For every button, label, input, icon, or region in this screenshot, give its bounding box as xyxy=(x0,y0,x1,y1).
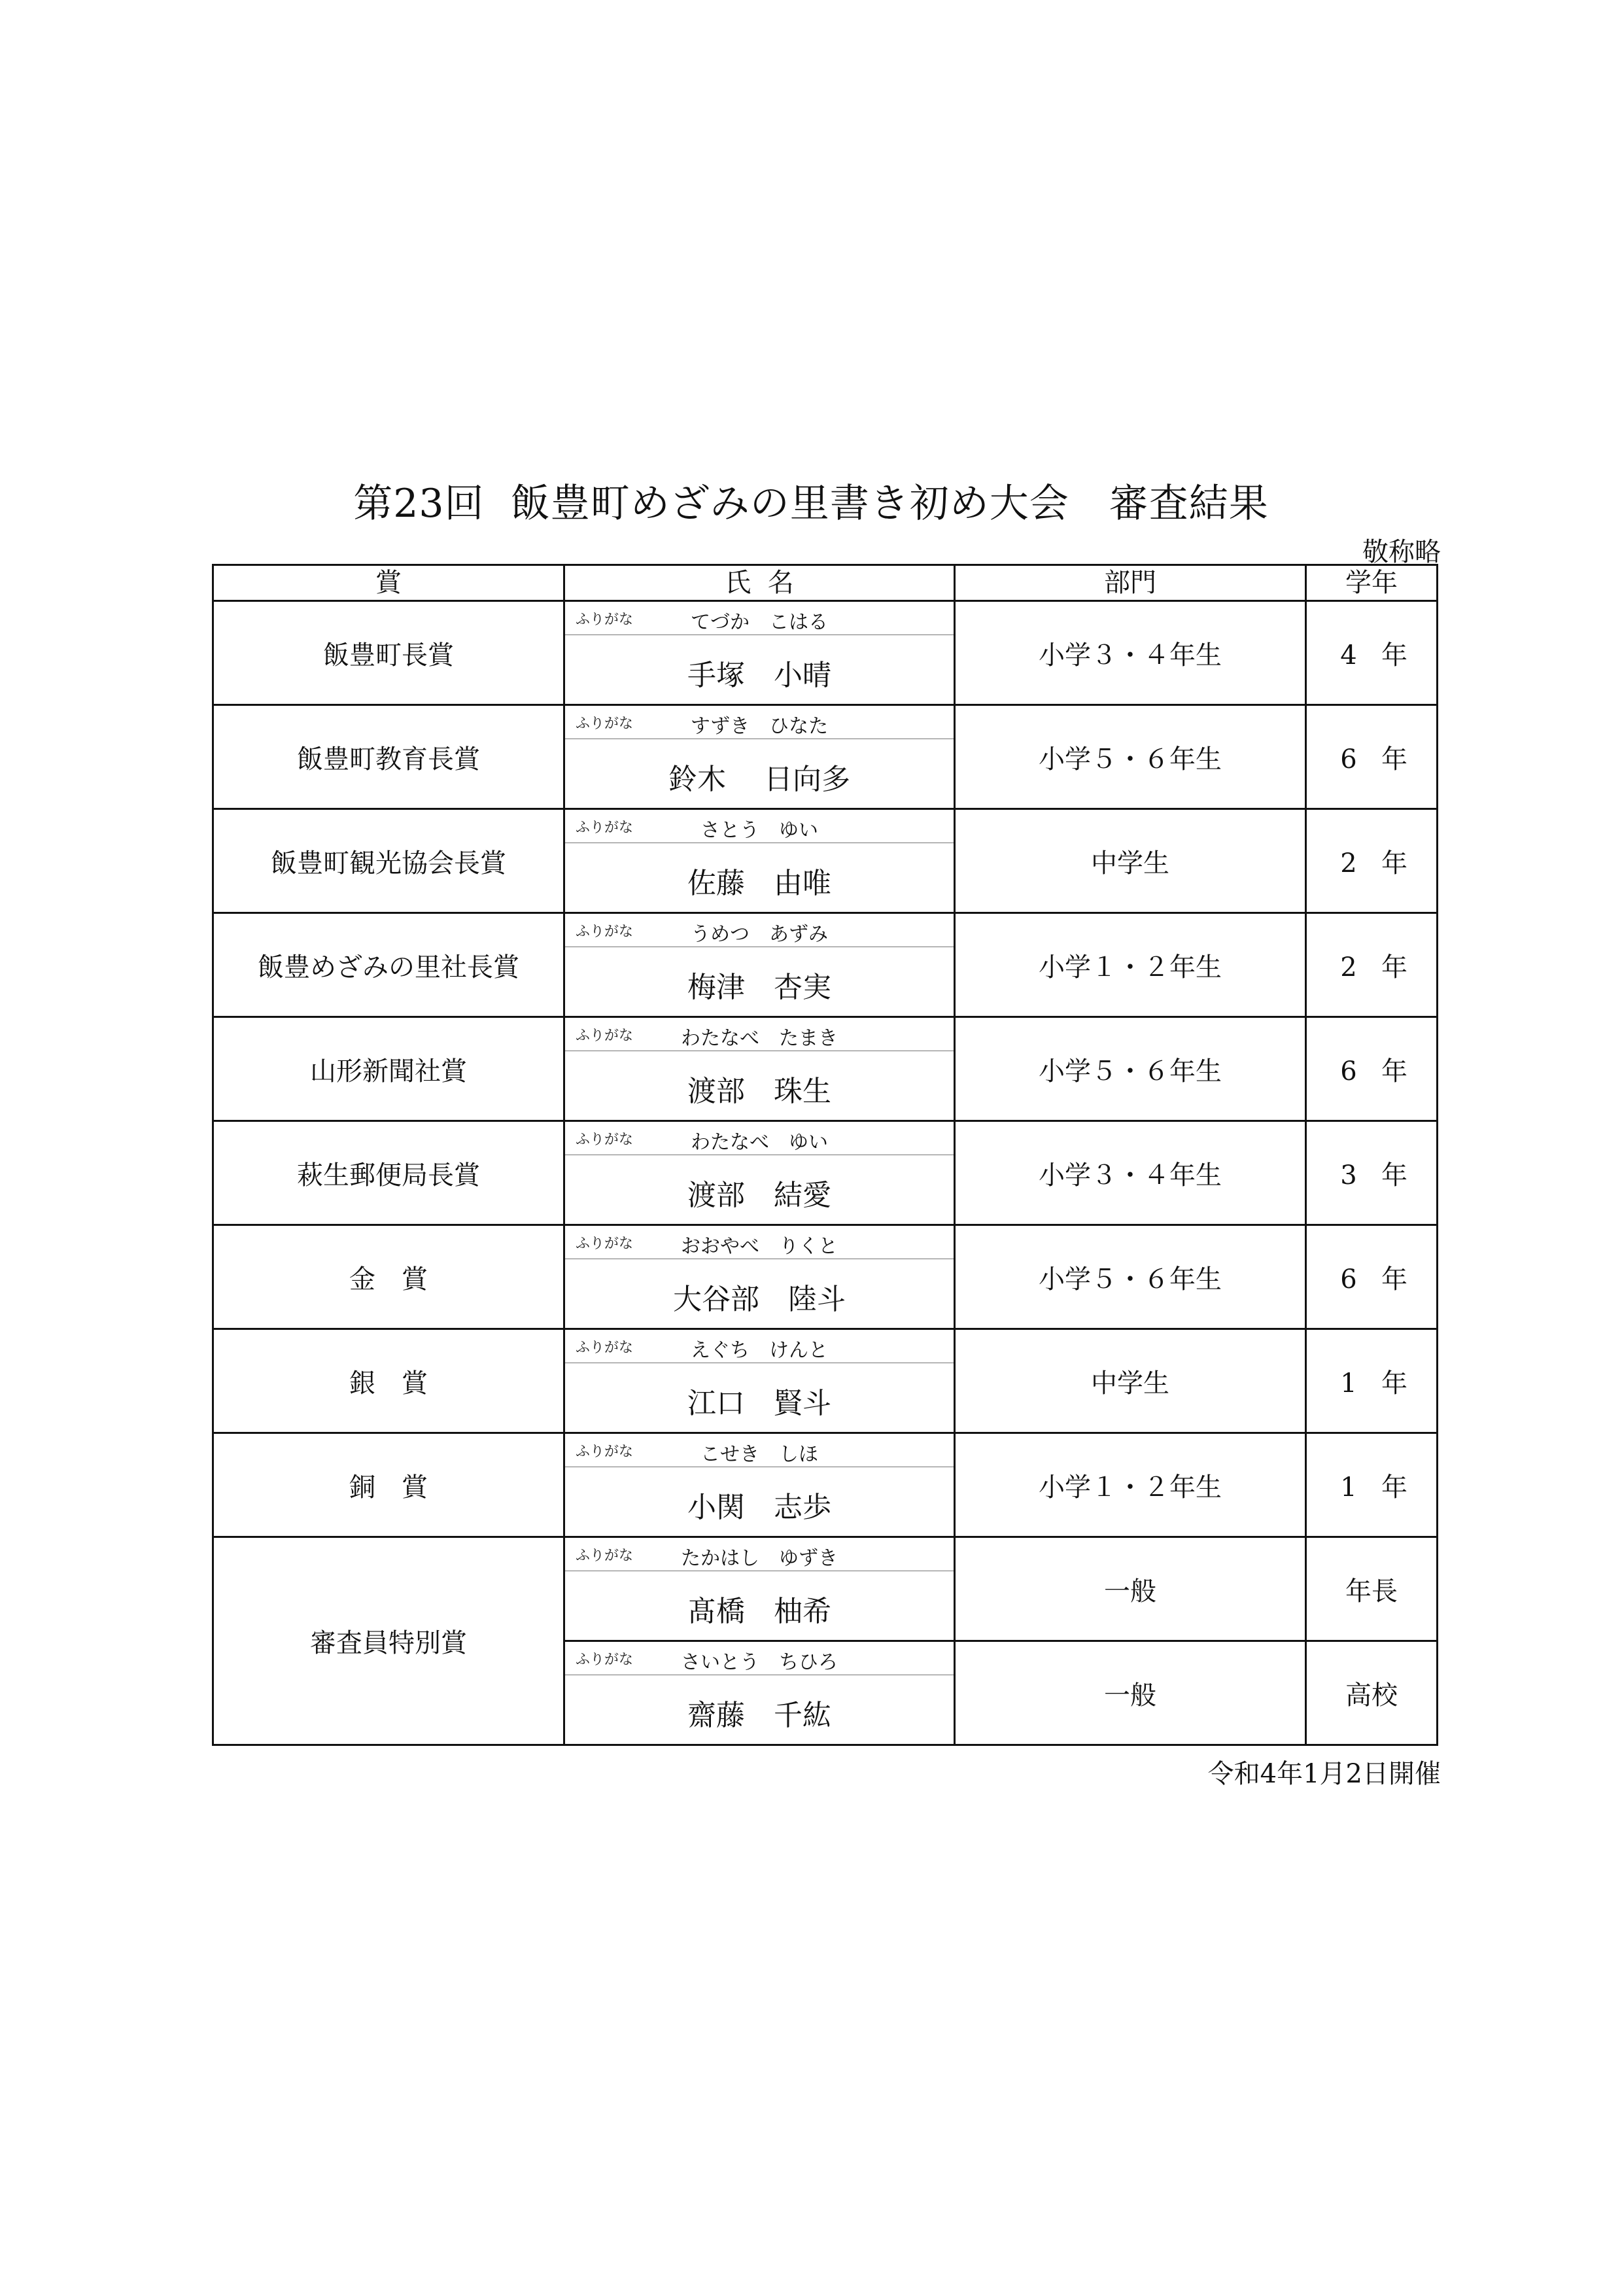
header-name: 氏 名 xyxy=(564,565,955,601)
grade-number: 6 xyxy=(1340,1264,1357,1295)
furigana-tag: ふりがな xyxy=(576,1652,634,1668)
grade-cell xyxy=(1306,705,1438,809)
grade-number: 6 xyxy=(1340,1056,1357,1087)
furigana-tag: ふりがな xyxy=(576,716,634,732)
department-cell: 小学３・４年生 xyxy=(955,601,1306,705)
page-title: 第23回 飯豊町めざみの里書き初め大会 審査結果 xyxy=(353,481,1269,527)
grade-unit: 年 xyxy=(1381,1056,1407,1087)
grade-cell xyxy=(1306,1641,1438,1745)
grade-number: 3 xyxy=(1340,1160,1357,1191)
furigana-reading: わたなべ ゆい xyxy=(691,1131,828,1154)
furigana-row xyxy=(565,1122,954,1155)
grade-cell xyxy=(1306,1225,1438,1329)
grade-cell xyxy=(1306,1537,1438,1641)
header-department: 部門 xyxy=(955,565,1306,601)
furigana-reading: うめつ あずみ xyxy=(691,923,828,946)
department-cell: 一般 xyxy=(955,1641,1306,1745)
grade-unit: 年 xyxy=(1381,1264,1407,1295)
grade-unit: 年 xyxy=(1381,1368,1407,1399)
department-cell: 小学３・４年生 xyxy=(955,1121,1306,1225)
grade-text: 年長 xyxy=(1345,1576,1398,1607)
table-row xyxy=(213,1433,1438,1537)
table-header-row xyxy=(213,565,1438,601)
participant-name: 渡部 結愛 xyxy=(687,1178,831,1212)
furigana-row xyxy=(565,1330,954,1363)
award-cell: 銀 賞 xyxy=(213,1329,564,1433)
furigana-row xyxy=(565,1538,954,1571)
table-row xyxy=(213,1329,1438,1433)
furigana-row xyxy=(565,914,954,947)
grade-unit: 年 xyxy=(1381,848,1407,878)
honorific-note: 敬称略 xyxy=(1362,537,1441,567)
furigana-tag: ふりがな xyxy=(576,1548,634,1564)
grade-cell xyxy=(1306,601,1438,705)
furigana-reading: すずき ひなた xyxy=(690,715,829,738)
furigana-tag: ふりがな xyxy=(576,1236,634,1252)
table-row xyxy=(213,705,1438,809)
furigana-tag: ふりがな xyxy=(576,1444,634,1460)
furigana-row xyxy=(565,602,954,635)
furigana-reading: たかはし ゆずき xyxy=(681,1547,838,1570)
participant-name: 手塚 小晴 xyxy=(687,658,831,692)
furigana-reading: わたなべ たまき xyxy=(681,1027,838,1050)
grade-cell xyxy=(1306,809,1438,913)
table-row xyxy=(213,1017,1438,1121)
department-cell: 小学１・２年生 xyxy=(955,913,1306,1017)
furigana-tag: ふりがな xyxy=(576,924,634,940)
furigana-row xyxy=(565,1434,954,1467)
name-cell xyxy=(564,1433,955,1537)
grade-unit: 年 xyxy=(1381,1472,1407,1503)
award-cell: 飯豊めざみの里社長賞 xyxy=(213,913,564,1017)
grade-number: 6 xyxy=(1340,744,1357,774)
grade-number: 4 xyxy=(1340,640,1357,670)
award-cell: 金 賞 xyxy=(213,1225,564,1329)
grade-number: 1 xyxy=(1340,1472,1357,1503)
grade-unit: 年 xyxy=(1381,952,1407,983)
table-body xyxy=(213,601,1438,1745)
name-cell xyxy=(564,1641,955,1745)
grade-cell xyxy=(1306,913,1438,1017)
participant-name: 江口 賢斗 xyxy=(687,1386,831,1420)
name-cell xyxy=(564,705,955,809)
grade-cell xyxy=(1306,1121,1438,1225)
furigana-reading: さとう ゆい xyxy=(700,819,818,842)
header-award: 賞 xyxy=(213,565,564,601)
department-cell: 小学５・６年生 xyxy=(955,1225,1306,1329)
award-cell: 銅 賞 xyxy=(213,1433,564,1537)
furigana-tag: ふりがな xyxy=(576,1132,634,1148)
header-grade: 学年 xyxy=(1306,565,1438,601)
grade-unit: 年 xyxy=(1381,640,1407,670)
grade-cell xyxy=(1306,1433,1438,1537)
furigana-tag: ふりがな xyxy=(576,1028,634,1044)
table-row xyxy=(213,913,1438,1017)
award-cell: 萩生郵便局長賞 xyxy=(213,1121,564,1225)
participant-name: 渡部 珠生 xyxy=(687,1074,831,1108)
department-cell: 中学生 xyxy=(955,809,1306,913)
department-cell: 小学５・６年生 xyxy=(955,705,1306,809)
participant-name: 梅津 杏実 xyxy=(687,970,831,1004)
grade-text: 高校 xyxy=(1345,1680,1398,1711)
department-cell: 中学生 xyxy=(955,1329,1306,1433)
table-row xyxy=(213,809,1438,913)
grade-number: 1 xyxy=(1340,1368,1357,1399)
table-row xyxy=(213,1225,1438,1329)
furigana-row xyxy=(565,1018,954,1051)
grade-number: 2 xyxy=(1340,848,1357,878)
department-cell: 小学５・６年生 xyxy=(955,1017,1306,1121)
award-cell: 審査員特別賞 xyxy=(213,1537,564,1745)
participant-name: 齋藤 千紘 xyxy=(687,1698,831,1732)
furigana-row xyxy=(565,810,954,843)
participant-name: 大谷部 陸斗 xyxy=(673,1282,846,1316)
furigana-tag: ふりがな xyxy=(576,1340,634,1356)
grade-unit: 年 xyxy=(1381,744,1407,774)
furigana-tag: ふりがな xyxy=(576,820,634,836)
furigana-tag: ふりがな xyxy=(576,612,634,628)
grade-unit: 年 xyxy=(1381,1160,1407,1191)
name-cell xyxy=(564,809,955,913)
award-cell: 山形新聞社賞 xyxy=(213,1017,564,1121)
grade-cell xyxy=(1306,1017,1438,1121)
participant-name: 髙橋 柚希 xyxy=(687,1594,831,1628)
name-cell xyxy=(564,1121,955,1225)
table-row xyxy=(213,601,1438,705)
table-row xyxy=(213,1121,1438,1225)
award-cell: 飯豊町長賞 xyxy=(213,601,564,705)
department-cell: 一般 xyxy=(955,1537,1306,1641)
grade-cell xyxy=(1306,1329,1438,1433)
table-row xyxy=(213,1537,1438,1641)
name-cell xyxy=(564,1329,955,1433)
department-cell: 小学１・２年生 xyxy=(955,1433,1306,1537)
furigana-reading: てづか こはる xyxy=(691,611,828,634)
name-cell xyxy=(564,1225,955,1329)
participant-name: 佐藤 由唯 xyxy=(687,866,831,900)
event-date: 令和4年1月2日開催 xyxy=(1207,1759,1441,1789)
furigana-reading: さいとう ちひろ xyxy=(681,1651,838,1674)
award-cell: 飯豊町教育長賞 xyxy=(213,705,564,809)
furigana-reading: えぐち けんと xyxy=(691,1339,828,1362)
participant-name: 小関 志歩 xyxy=(687,1490,831,1524)
furigana-row xyxy=(565,1226,954,1259)
name-cell xyxy=(564,913,955,1017)
furigana-row xyxy=(565,1642,954,1675)
furigana-row xyxy=(565,706,954,739)
grade-number: 2 xyxy=(1340,952,1357,983)
award-cell: 飯豊町観光協会長賞 xyxy=(213,809,564,913)
name-cell xyxy=(564,1017,955,1121)
results-table xyxy=(212,564,1438,1746)
furigana-reading: おおやべ りくと xyxy=(681,1235,838,1258)
furigana-reading: こせき しほ xyxy=(700,1443,818,1466)
participant-name: 鈴木 日向多 xyxy=(668,762,850,796)
name-cell xyxy=(564,601,955,705)
name-cell xyxy=(564,1537,955,1641)
